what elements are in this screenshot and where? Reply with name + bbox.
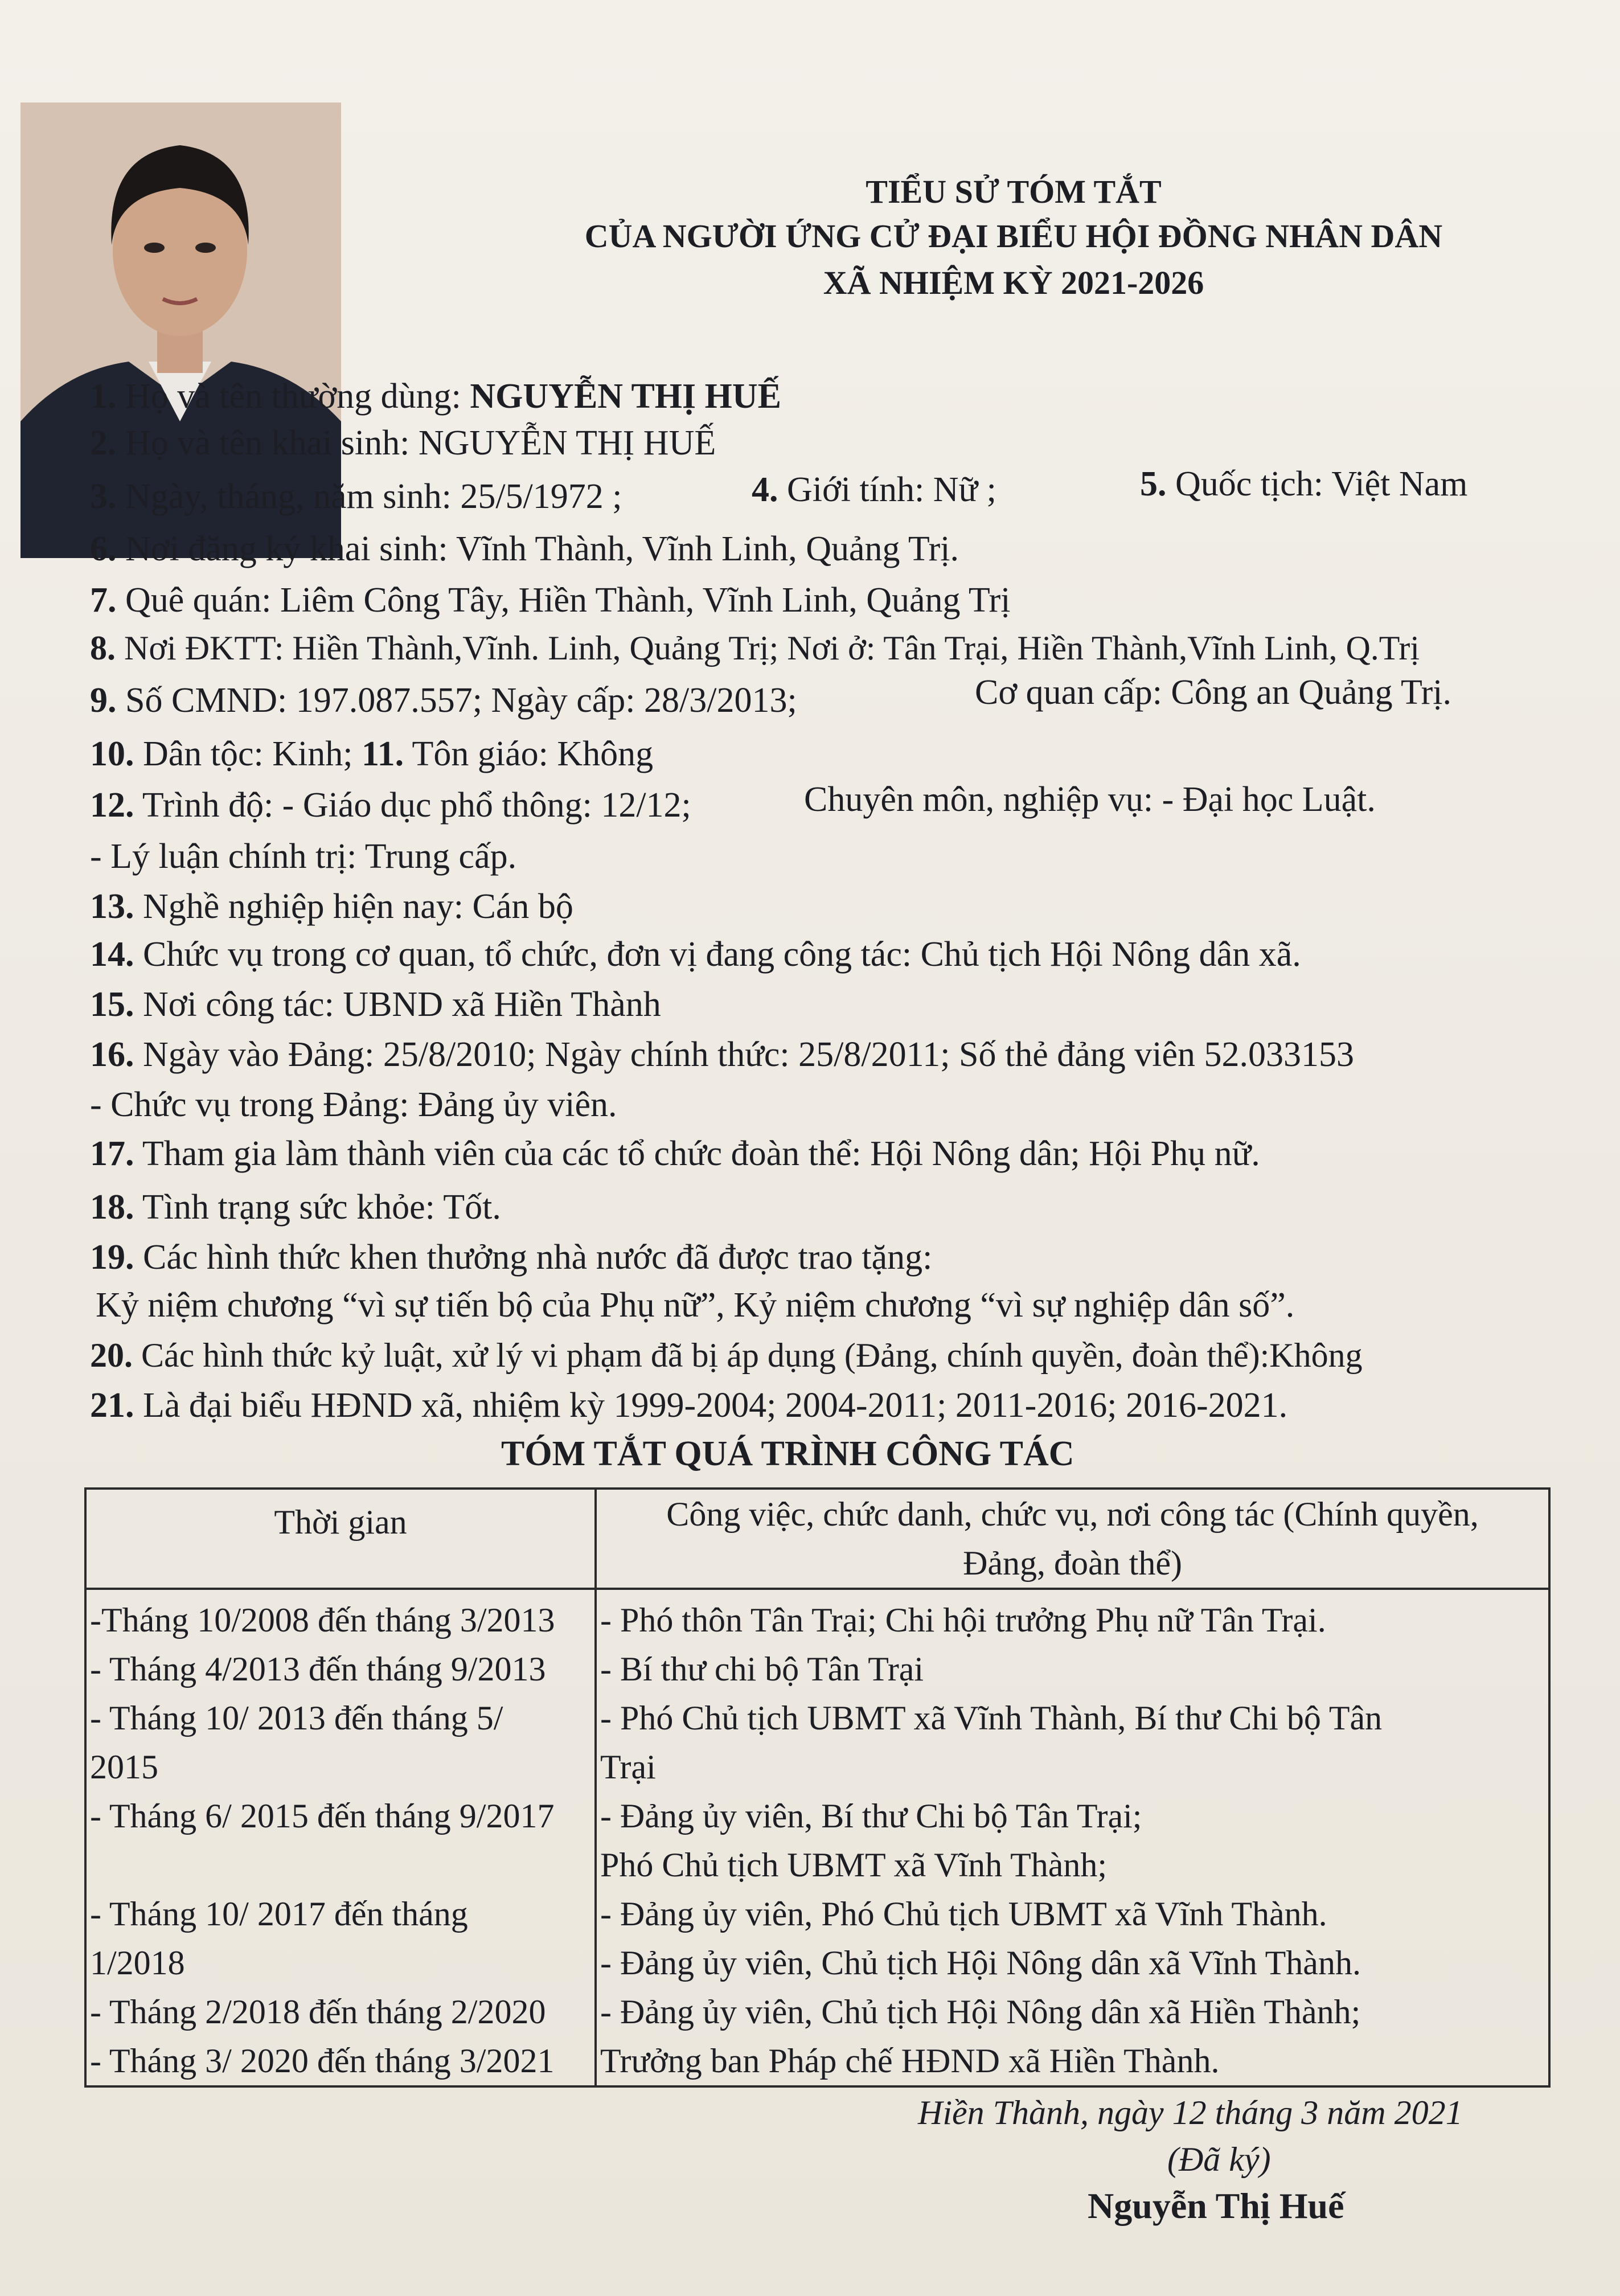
document-title-line3: XÃ NHIỆM KỲ 2021-2026	[823, 264, 1204, 301]
field-10-11	[90, 731, 653, 777]
field-number: 11.	[362, 735, 404, 773]
field-text: Chức vụ trong cơ quan, tổ chức, đơn vị đang công tác: Chủ tịch Hội Nông dân xã.	[143, 935, 1301, 974]
field-text: Nghề nghiệp hiện nay: Cán bộ	[143, 887, 573, 926]
field-number: 15.	[90, 985, 134, 1024]
field-text: Số CMND: 197.087.557; Ngày cấp: 28/3/2013;	[125, 681, 797, 720]
field-text: Quốc tịch: Việt Nam	[1175, 465, 1468, 503]
work-history-table	[84, 1487, 1551, 2088]
field-number: 14.	[90, 935, 134, 974]
field-7	[90, 577, 1010, 623]
job-line: Phó Chủ tịch UBMT xã Vĩnh Thành;	[600, 1846, 1108, 1884]
field-number: 20.	[90, 1336, 133, 1374]
field-text: Tôn giáo: Không	[412, 735, 654, 773]
field-9	[90, 678, 797, 723]
field-13	[90, 884, 573, 929]
field-16-party-role: - Chức vụ trong Đảng: Đảng ủy viên.	[90, 1085, 617, 1124]
signature-place-date: Hiền Thành, ngày 12 tháng 3 năm 2021	[918, 2094, 1463, 2131]
field-number: 3.	[90, 477, 117, 516]
time-line: - Tháng 2/2018 đến tháng 2/2020	[90, 1993, 546, 2031]
field-text: Ngày, tháng, năm sinh: 25/5/1972 ;	[125, 477, 622, 516]
job-line: - Đảng ủy viên, Chủ tịch Hội Nông dân xã Hiền Thành;	[600, 1993, 1361, 2031]
field-number: 10.	[90, 735, 134, 773]
job-line: - Phó Chủ tịch UBMT xã Vĩnh Thành, Bí thư Chi bộ Tân	[600, 1699, 1383, 1737]
work-history-title: TÓM TẮT QUÁ TRÌNH CÔNG TÁC	[501, 1434, 1074, 1473]
field-18	[90, 1184, 501, 1230]
field-label: Họ và tên thường dùng:	[125, 377, 470, 416]
signature-signed-note: (Đã ký)	[1167, 2141, 1271, 2178]
time-line: - Tháng 3/ 2020 đến tháng 3/2021	[90, 2042, 555, 2080]
field-number: 6.	[90, 530, 117, 568]
field-12-politics: - Lý luận chính trị: Trung cấp.	[90, 837, 517, 876]
field-value: NGUYỄN THỊ HUẾ	[470, 377, 782, 416]
job-line: - Đảng ủy viên, Chủ tịch Hội Nông dân xã Vĩnh Thành.	[600, 1944, 1361, 1982]
job-line: Trưởng ban Pháp chế HĐND xã Hiền Thành.	[600, 2042, 1220, 2080]
field-text: Các hình thức kỷ luật, xử lý vi phạm đã bị áp dụng (Đảng, chính quyền, đoàn thể):Không	[141, 1336, 1363, 1374]
field-text: Giới tính: Nữ ;	[787, 470, 996, 509]
field-19-awards: Kỷ niệm chương “vì sự tiến bộ của Phụ nữ”, Kỷ niệm chương “vì sự nghiệp dân số”.	[96, 1286, 1295, 1325]
field-text: Nơi công tác: UBND xã Hiền Thành	[143, 985, 661, 1024]
field-5	[1140, 461, 1467, 507]
field-9-issuer: Cơ quan cấp: Công an Quảng Trị.	[975, 673, 1452, 712]
header-text: Công việc, chức danh, chức vụ, nơi công tác (Chính quyền,	[666, 1495, 1479, 1533]
field-number: 17.	[90, 1134, 134, 1173]
time-line: - Tháng 6/ 2015 đến tháng 9/2017	[90, 1797, 555, 1835]
field-number: 7.	[90, 581, 117, 620]
field-19	[90, 1235, 932, 1280]
field-text: Là đại biểu HĐND xã, nhiệm kỳ 1999-2004; 2004-2011; 2011-2016; 2016-2021.	[143, 1386, 1288, 1425]
field-20	[90, 1332, 1363, 1378]
field-2	[90, 420, 716, 466]
time-line	[90, 1840, 591, 1889]
field-21	[90, 1383, 1287, 1428]
time-line: - Tháng 10/ 2013 đến tháng 5/	[90, 1699, 503, 1737]
field-text: Tham gia làm thành viên của các tổ chức đoàn thể: Hội Nông dân; Hội Phụ nữ.	[142, 1134, 1260, 1173]
field-number: 9.	[90, 681, 117, 720]
field-number: 16.	[90, 1035, 134, 1074]
field-text: Nơi đăng ký khai sinh: Vĩnh Thành, Vĩnh Linh, Quảng Trị.	[125, 530, 959, 568]
field-number: 19.	[90, 1238, 134, 1277]
time-line: - Tháng 4/2013 đến tháng 9/2013	[90, 1650, 546, 1688]
time-line: 2015	[90, 1748, 158, 1786]
time-cell	[85, 1589, 596, 2086]
job-cell	[596, 1589, 1549, 2086]
field-1	[90, 374, 781, 419]
time-line: -Tháng 10/2008 đến tháng 3/2013	[90, 1601, 555, 1639]
column-header-time	[85, 1489, 596, 1589]
field-3	[90, 474, 622, 519]
header-text: Thời gian	[274, 1503, 407, 1541]
field-text: Nơi ĐKTT: Hiền Thành,Vĩnh. Linh, Quảng Trị; Nơi ở: Tân Trại, Hiền Thành,Vĩnh Linh, Q.Trị	[124, 629, 1420, 667]
field-label: Họ và tên khai sinh:	[125, 424, 419, 462]
field-number: 2.	[90, 424, 117, 462]
field-number: 18.	[90, 1188, 134, 1227]
field-number: 5.	[1140, 465, 1167, 503]
table-row	[85, 1589, 1549, 2086]
job-line: - Đảng ủy viên, Phó Chủ tịch UBMT xã Vĩnh Thành.	[600, 1895, 1327, 1933]
field-16	[90, 1032, 1354, 1077]
field-17	[90, 1131, 1260, 1176]
field-number: 13.	[90, 887, 134, 926]
table-header-row	[85, 1489, 1549, 1589]
field-8	[90, 625, 1420, 671]
time-line: 1/2018	[90, 1944, 185, 1982]
time-line: - Tháng 10/ 2017 đến tháng	[90, 1895, 468, 1933]
field-text: Các hình thức khen thưởng nhà nước đã được trao tặng:	[143, 1238, 933, 1277]
field-12	[90, 782, 691, 828]
field-text: Quê quán: Liêm Công Tây, Hiền Thành, Vĩnh Linh, Quảng Trị	[125, 581, 1011, 620]
header-text: Đảng, đoàn thể)	[963, 1544, 1182, 1582]
field-number: 21.	[90, 1386, 134, 1425]
field-14	[90, 932, 1301, 977]
document-title-line1: TIỂU SỬ TÓM TẮT	[866, 173, 1162, 210]
field-4	[752, 467, 996, 512]
field-text: Ngày vào Đảng: 25/8/2010; Ngày chính thức: 25/8/2011; Số thẻ đảng viên 52.033153	[143, 1035, 1354, 1074]
job-line: - Bí thư chi bộ Tân Trại	[600, 1650, 924, 1688]
job-line: Trại	[600, 1748, 656, 1786]
field-12-specialty: Chuyên môn, nghiệp vụ: - Đại học Luật.	[804, 780, 1376, 819]
field-number: 4.	[752, 470, 778, 509]
job-line: - Đảng ủy viên, Bí thư Chi bộ Tân Trại;	[600, 1797, 1142, 1835]
column-header-job	[596, 1489, 1549, 1589]
field-number: 8.	[90, 629, 116, 667]
field-15	[90, 982, 661, 1027]
field-6	[90, 526, 959, 572]
field-number: 12.	[90, 786, 134, 825]
field-number: 1.	[90, 377, 117, 416]
document-title-line2: CỦA NGƯỜI ỨNG CỬ ĐẠI BIỂU HỘI ĐỒNG NHÂN DÂN	[584, 218, 1443, 255]
field-text: Trình độ: - Giáo dục phổ thông: 12/12;	[142, 786, 691, 825]
field-value: NGUYỄN THỊ HUẾ	[418, 424, 716, 462]
job-line: - Phó thôn Tân Trại; Chi hội trưởng Phụ nữ Tân Trại.	[600, 1601, 1326, 1639]
field-text: Tình trạng sức khỏe: Tốt.	[142, 1188, 501, 1227]
field-text: Dân tộc: Kinh;	[143, 735, 362, 773]
signature-name: Nguyễn Thị Huế	[1088, 2186, 1344, 2226]
